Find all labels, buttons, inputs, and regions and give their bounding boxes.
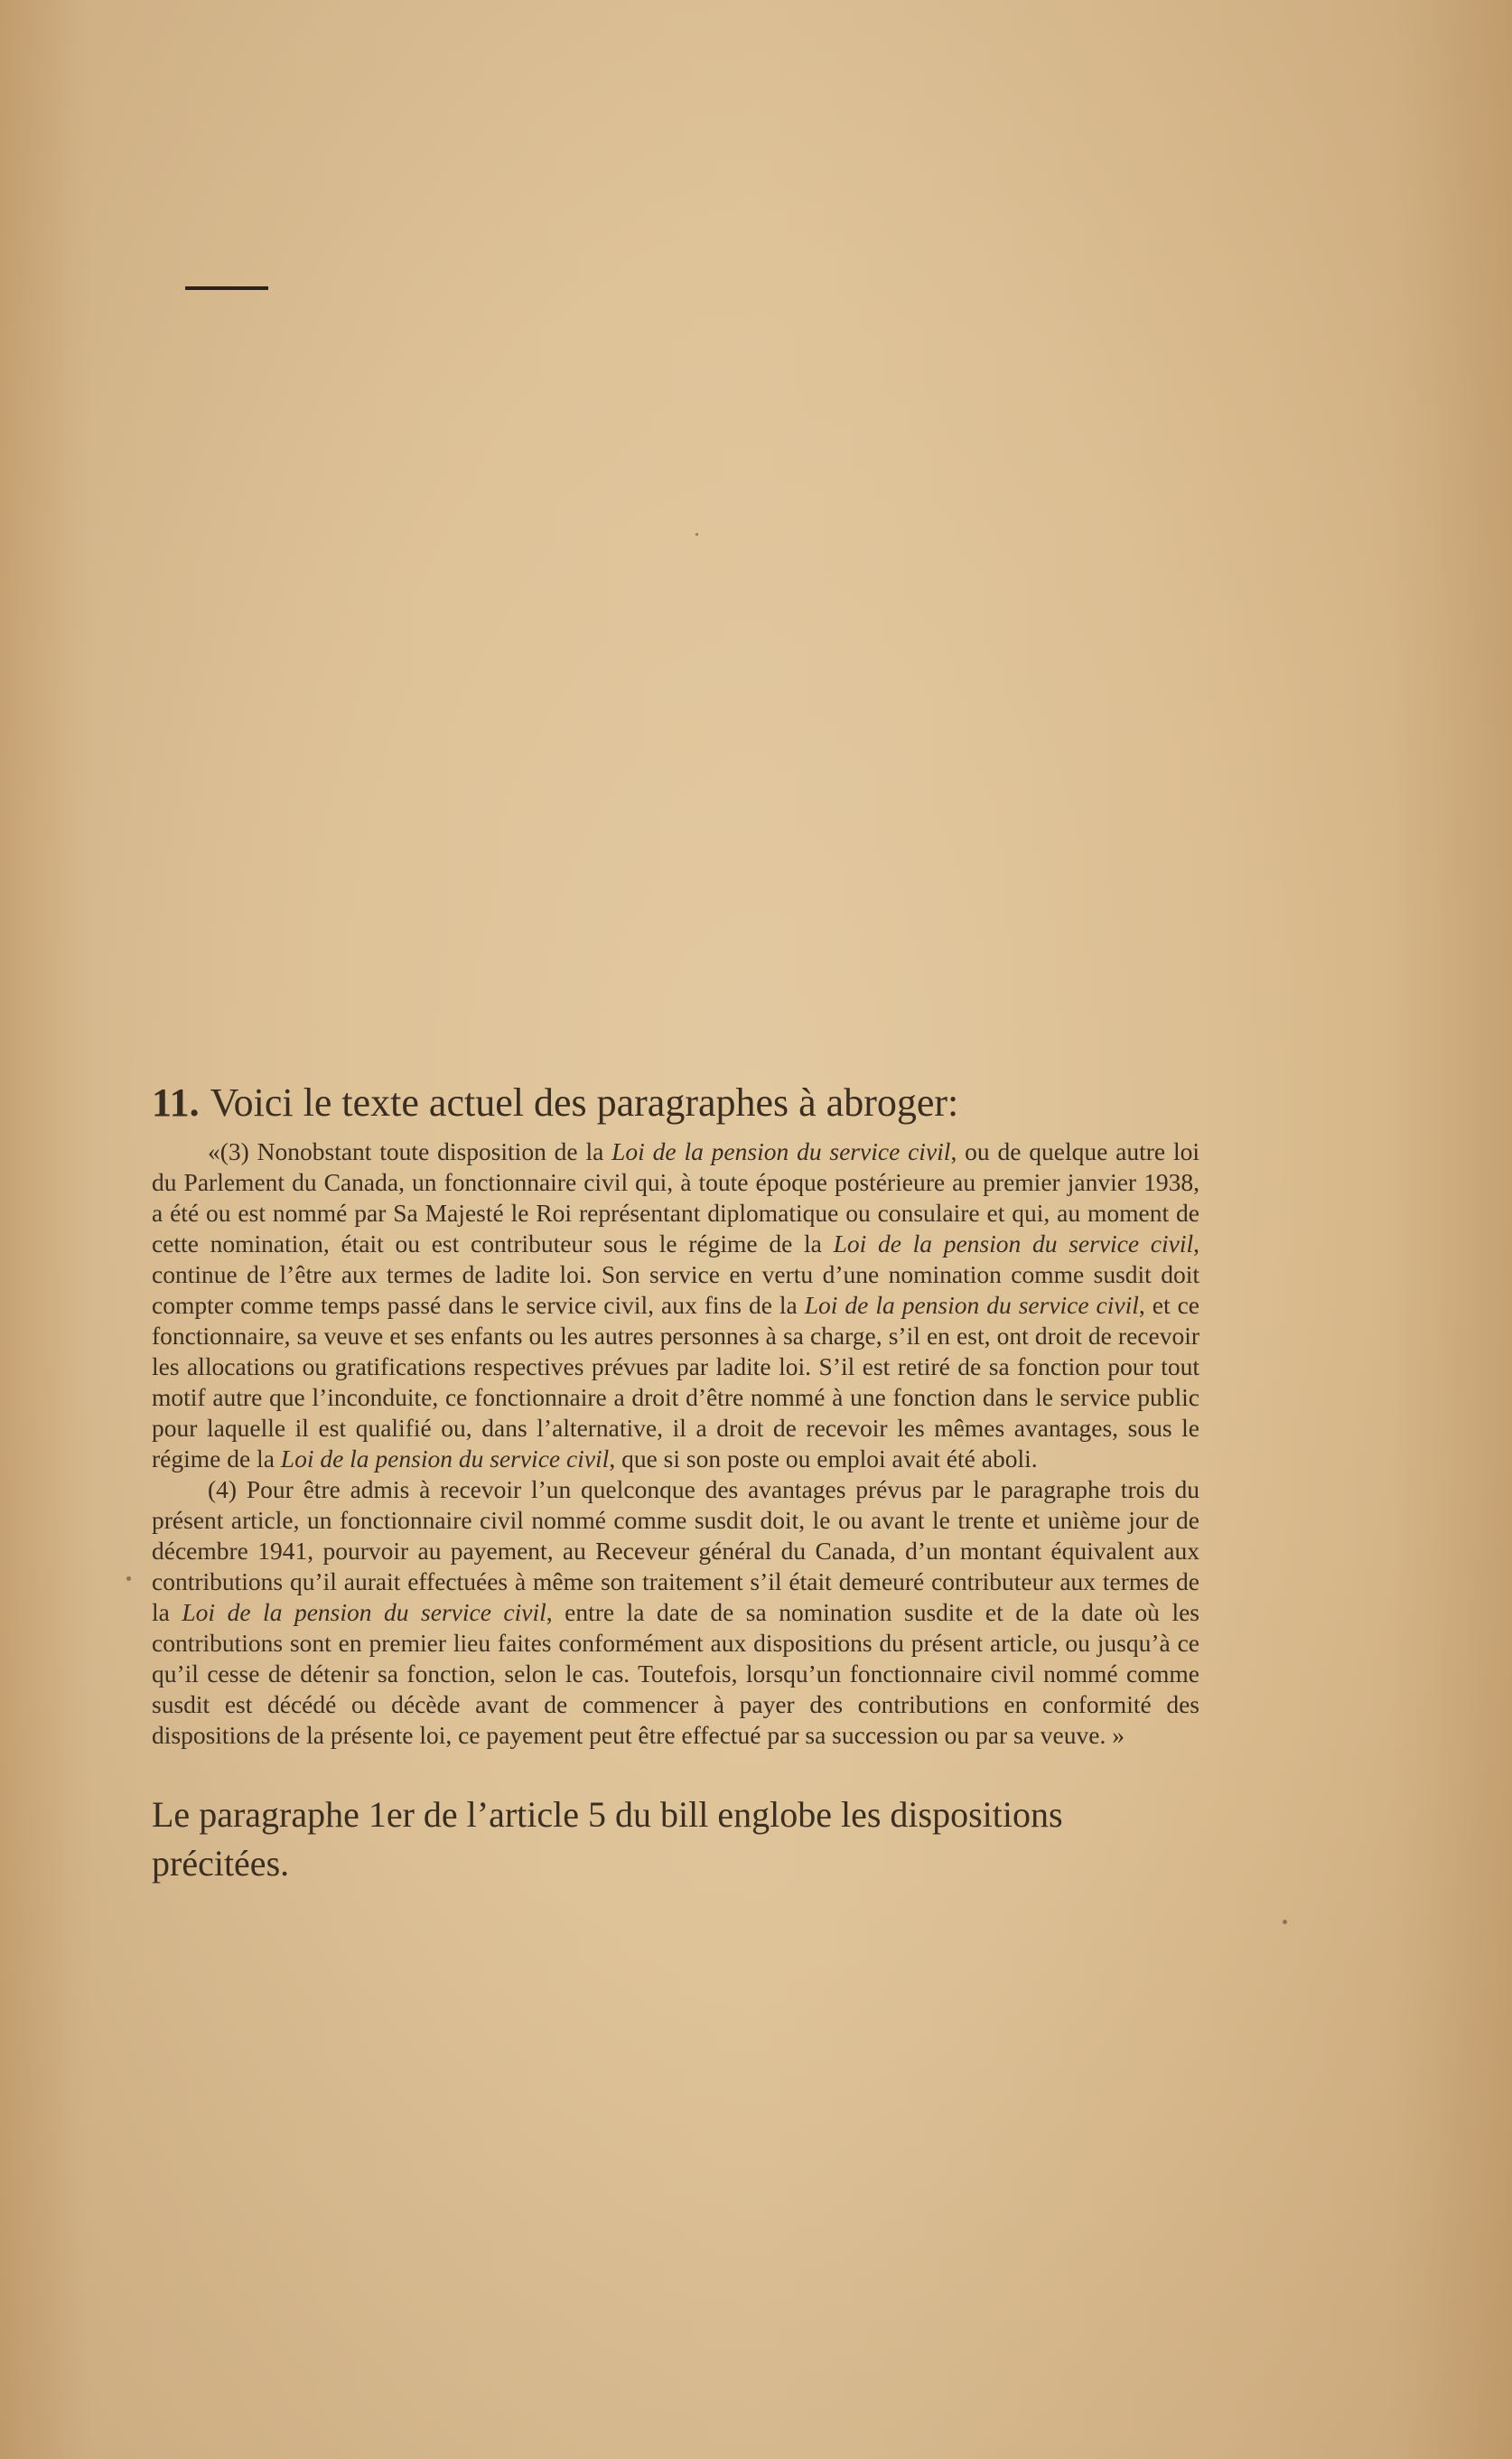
horizontal-rule <box>185 286 268 290</box>
law-title: Loi de la pension du service civil <box>804 1290 1139 1319</box>
para3-text-2: , ou de quelque autre loi du Parlement du Canada, un fonctionnaire civil qui, à toute époque postérieure au premier janvier 1938, a été ou est nommé par Sa Majesté le Roi représentant diplomatique ou consulaire et qui, au moment de cette nomination, était ou est contributeur sous le régime de la <box>152 1136 1200 1258</box>
law-title: Loi de la pension du service civil <box>182 1597 546 1626</box>
law-title: Loi de la pension du service civil <box>833 1229 1194 1258</box>
para3-text-1: «(3) Nonobstant toute disposition de la <box>208 1136 612 1165</box>
para4-text-2: , entre la date de sa nomination susdite et de la date où les contributions sont en premier lieu faites conformément aux dispositions du présent article, ou jusqu’à ce qu’il cesse de détenir sa fonction, selon le cas. Toutefois, lorsqu’un fonctionnaire civil nommé comme susdit est décédé ou décède avant de commencer à payer des contributions en conformité des dispositions de la présente loi, ce payement peut être effectué par sa succession ou par sa veuve. » <box>152 1597 1199 1749</box>
section-number: 11. <box>152 1080 200 1125</box>
law-title: Loi de la pension du service civil <box>611 1136 951 1165</box>
section-heading <box>152 1080 1199 1127</box>
paper-speck <box>1283 1920 1287 1924</box>
quoted-provisions <box>152 1136 1199 1751</box>
para4-text-1: (4) Pour être admis à recevoir l’un quelconque des avantages prévus par le paragraphe trois du présent article, un fonctionnaire civil nommé comme susdit doit, le ou avant le trente et unième jour de décembre 1941, pourvoir au payement, au Receveur général du Canada, d’un montant équivalent aux contributions qu’il aurait effectuées à même son traitement s’il était demeuré contributeur aux termes de la <box>152 1474 1199 1626</box>
para3-text-5: , que si son poste ou emploi avait été aboli. <box>609 1444 1038 1473</box>
paragraph-4 <box>152 1474 1199 1751</box>
main-text <box>152 1080 1199 1888</box>
paragraph-3 <box>152 1136 1199 1474</box>
para3-text-3: , continue de l’être aux termes de ladite loi. Son service en vertu d’une nomination comme susdit doit compter comme temps passé dans le service civil, aux fins de la <box>152 1229 1199 1319</box>
para3-text-4: , et ce fonctionnaire, sa veuve et ses enfants ou les autres personnes à sa charge, s’il en est, ont droit de recevoir les allocations ou gratifications respectives prévues par ladite loi. S’il est retiré de sa fonction pour tout motif autre que l’inconduite, ce fonctionnaire a droit d’être nommé à une fonction dans le service public pour laquelle il est qualifié ou, dans l’alternative, il a droit de recevoir les mêmes avantages, sous le régime de la <box>152 1290 1199 1473</box>
closing-statement: Le paragraphe 1er de l’article 5 du bill englobe les dispositions précitées. <box>152 1793 1063 1884</box>
paper-speck <box>695 533 698 536</box>
paper-speck <box>126 1576 131 1581</box>
law-title: Loi de la pension du service civil <box>280 1444 610 1473</box>
section-heading-text: Voici le texte actuel des paragraphes à abroger: <box>210 1080 959 1125</box>
